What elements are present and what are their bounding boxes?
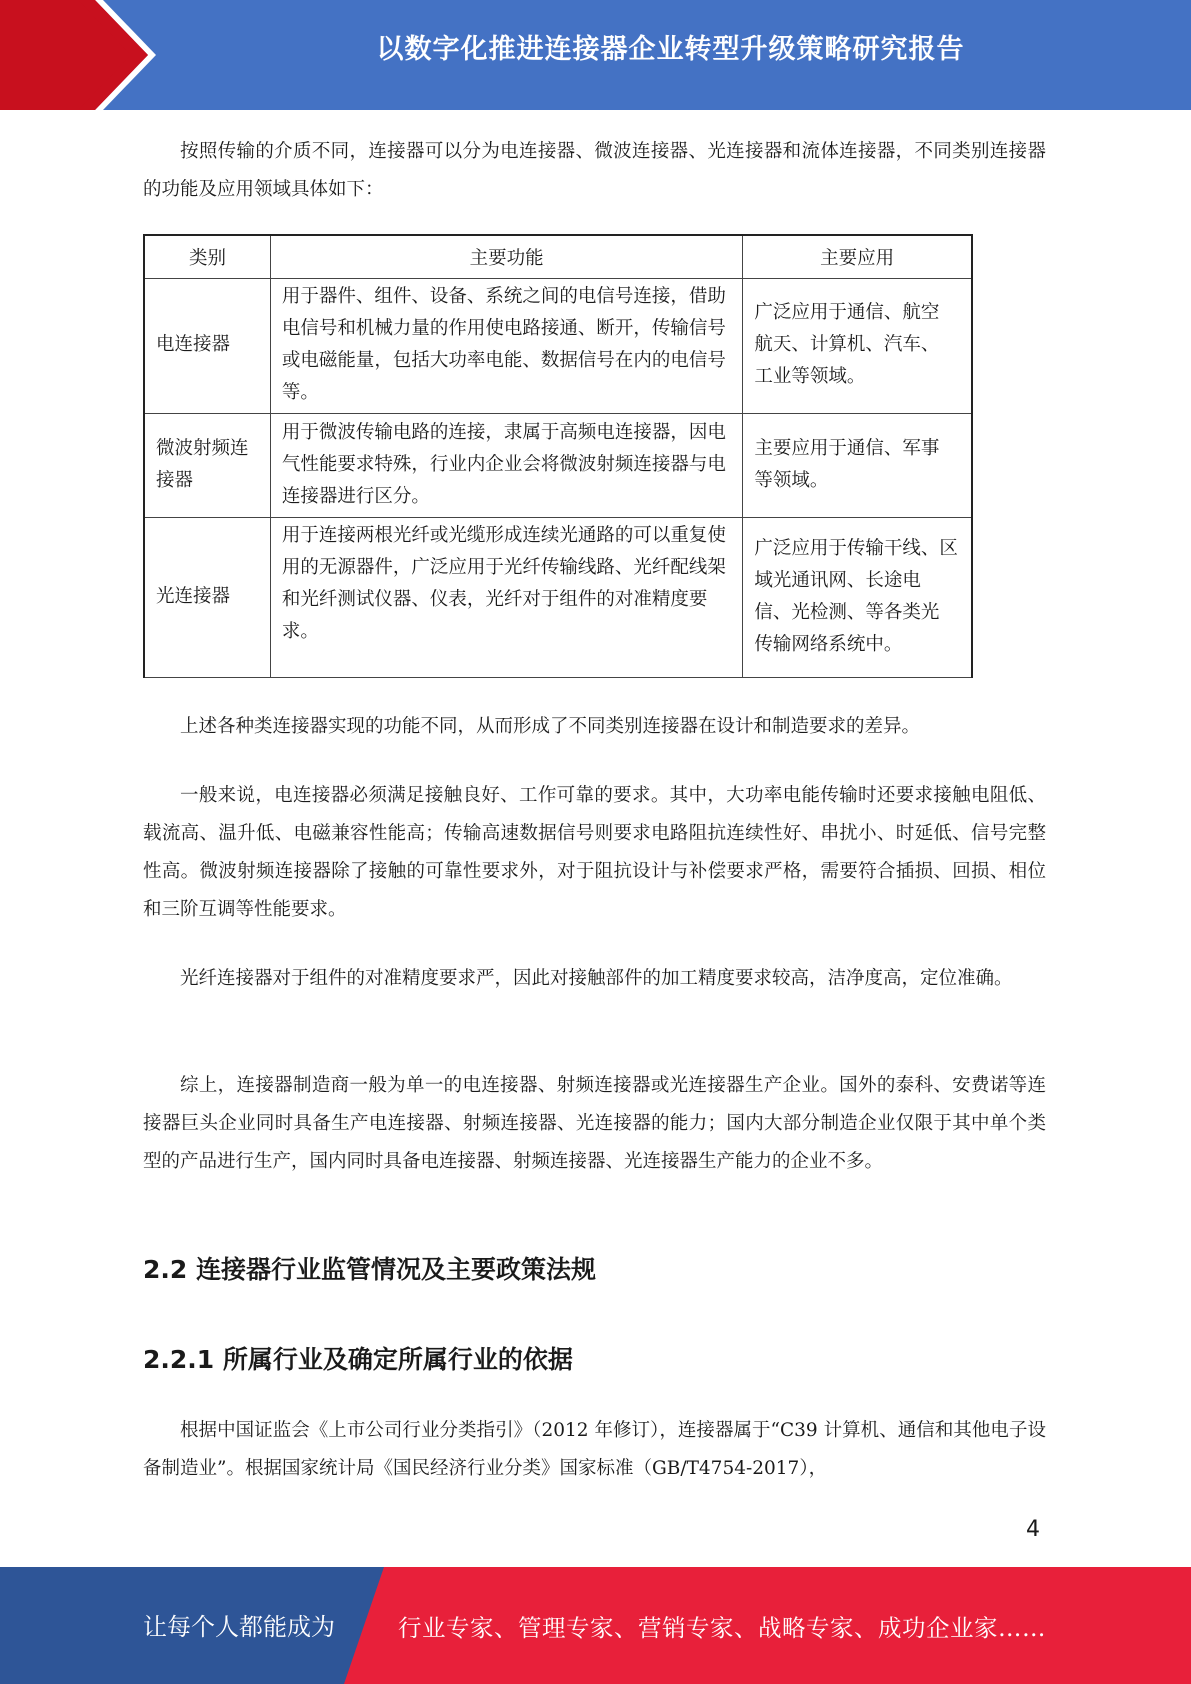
paragraph-electrical-requirements: 一般来说，电连接器必须满足接触良好、工作可靠的要求。其中，大功率电能传输时还要求接触电阻低、载流高、温升低、电磁兼容性能高；传输高速数据信号则要求电路阻抗连续性好、串扰小、时延低、信号完整性高。微波射频连接器除了接触的可靠性要求外，对于阻抗设计与补偿要求严格，需要符合插损、回损、相位和三阶互调等性能要求。 <box>143 785 1046 920</box>
page-footer <box>0 1567 1191 1684</box>
row-category: 电连接器 <box>144 279 270 414</box>
paragraph-summary: 综上，连接器制造商一般为单一的电连接器、射频连接器或光连接器生产企业。国外的泰科、安费诺等连接器巨头企业同时具备生产电连接器、射频连接器、光连接器的能力；国内大部分制造企业仅限于其中单个类型的产品进行生产，国内同时具备电连接器、射频连接器、光连接器生产能力的企业不多。 <box>143 1075 1046 1172</box>
row-application: 主要应用于通信、军事 等领域。 <box>743 414 972 518</box>
table-row <box>144 414 972 518</box>
intro-paragraph: 按照传输的介质不同，连接器可以分为电连接器、微波连接器、光连接器和流体连接器，不同类别连接器的功能及应用领域具体如下： <box>143 141 1046 200</box>
header-title: 以数字化推进连接器企业转型升级策略研究报告 <box>376 34 965 65</box>
section-heading-2-2-1: 2.2.1 所属行业及确定所属行业的依据 <box>143 1345 573 1374</box>
footer-slogan-right: 行业专家、管理专家、营销专家、战略专家、成功企业家…… <box>398 1614 1046 1642</box>
row-function: 用于连接两根光纤或光缆形成连续光通路的可以重复使用的无源器件，广泛应用于光纤传输线路、光纤配线架和光纤测试仪器、仪表，光纤对于组件的对准精度要求。 <box>270 518 742 678</box>
paragraph-optical-requirements: 光纤连接器对于组件的对准精度要求严，因此对接触部件的加工精度要求较高，洁净度高，定位准确。 <box>180 968 1013 989</box>
table-row <box>144 518 972 678</box>
paragraph-differences: 上述各种类连接器实现的功能不同，从而形成了不同类别连接器在设计和制造要求的差异。 <box>180 716 921 737</box>
page-header <box>0 0 1191 110</box>
section-heading-2-2: 2.2 连接器行业监管情况及主要政策法规 <box>143 1255 596 1284</box>
row-application: 广泛应用于通信、航空 航天、计算机、汽车、 工业等领域。 <box>743 279 972 414</box>
page-number: 4 <box>1026 1517 1040 1542</box>
paragraph-industry-classification: 根据中国证监会《上市公司行业分类指引》（2012 年修订），连接器属于“C39 计算机、通信和其他电子设备制造业”。根据国家统计局《国民经济行业分类》国家标准（GB/T4754-2017）， <box>143 1420 1046 1479</box>
header-function: 主要功能 <box>270 235 742 279</box>
row-function: 用于器件、组件、设备、系统之间的电信号连接，借助电信号和机械力量的作用使电路接通、断开，传输信号或电磁能量，包括大功率电能、数据信号在内的电信号等。 <box>270 279 742 414</box>
header-application: 主要应用 <box>743 235 972 279</box>
footer-slogan-left: 让每个人都能成为 <box>143 1613 335 1641</box>
connector-category-table <box>143 234 973 678</box>
row-category: 光连接器 <box>144 518 270 678</box>
row-function: 用于微波传输电路的连接，隶属于高频电连接器，因电气性能要求特殊，行业内企业会将微波射频连接器与电连接器进行区分。 <box>270 414 742 518</box>
table-row <box>144 279 972 414</box>
row-application: 广泛应用于传输干线、区域光通讯网、长途电 信、光检测、等各类光 传输网络系统中。 <box>743 518 972 678</box>
row-category: 微波射频连接器 <box>144 414 270 518</box>
header-category: 类别 <box>144 235 270 279</box>
table-header-row <box>144 235 972 279</box>
